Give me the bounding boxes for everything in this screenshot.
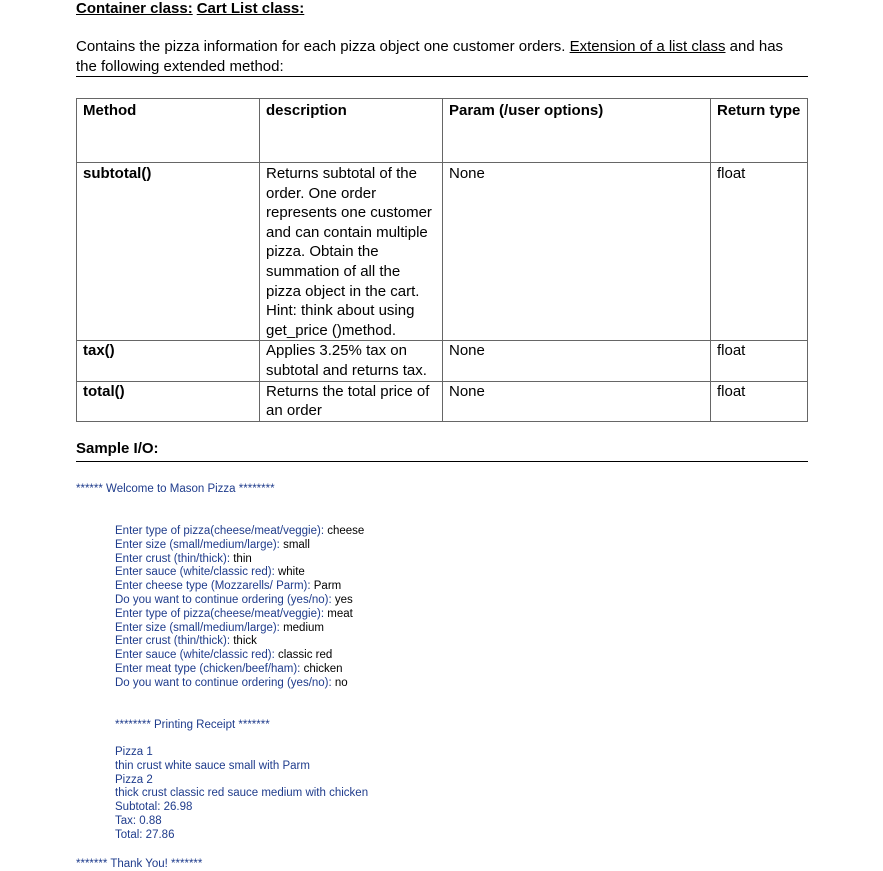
answer-text: medium bbox=[283, 621, 324, 634]
receipt-line: Subtotal: 26.98 bbox=[115, 801, 193, 814]
intro-underlined-text: Extension of a list class bbox=[569, 38, 726, 55]
answer-text: thin bbox=[233, 552, 252, 565]
list-item bbox=[115, 649, 364, 663]
prompt-text: Enter crust (thin/thick): bbox=[115, 635, 234, 648]
receipt-line: Pizza 1 bbox=[115, 746, 153, 758]
prompt-text: Enter meat type (chicken/beef/ham): bbox=[115, 662, 304, 675]
method-cell: tax() bbox=[77, 341, 260, 381]
list-item bbox=[115, 525, 364, 539]
receipt-lines bbox=[115, 746, 368, 843]
receipt-line: Tax: 0.88 bbox=[115, 814, 162, 827]
header-method: Method bbox=[77, 99, 260, 163]
prompt-text: Enter type of pizza(cheese/meat/veggie): bbox=[115, 607, 328, 620]
intro-text-before: Contains the pizza information for each pizza object one customer orders. bbox=[76, 38, 570, 55]
list-item bbox=[115, 663, 364, 677]
list-item bbox=[115, 553, 364, 567]
answer-text: meat bbox=[327, 607, 353, 620]
prompt-text: Enter size (small/medium/large): bbox=[115, 538, 284, 551]
list-item bbox=[115, 622, 364, 636]
receipt-banner: ******** Printing Receipt ******* bbox=[115, 719, 270, 731]
answer-text: cheese bbox=[327, 525, 365, 537]
return-type-cell: float bbox=[711, 163, 808, 341]
header-description: description bbox=[260, 99, 443, 163]
param-cell: None bbox=[443, 163, 711, 341]
prompt-text: Do you want to continue ordering (yes/no): bbox=[115, 676, 335, 689]
header-return-type: Return type bbox=[711, 99, 808, 163]
param-cell: None bbox=[443, 381, 711, 421]
welcome-banner: ****** Welcome to Mason Pizza ******** bbox=[76, 483, 275, 495]
table-header-row bbox=[77, 99, 808, 163]
list-item bbox=[115, 566, 364, 580]
table-row bbox=[77, 341, 808, 381]
description-cell: Returns the total price of an order bbox=[260, 381, 443, 421]
header-param: Param (/user options) bbox=[443, 99, 711, 163]
answer-text: small bbox=[283, 538, 310, 551]
divider bbox=[76, 76, 808, 77]
prompt-text: Enter crust (thin/thick): bbox=[115, 552, 234, 565]
return-type-cell: float bbox=[711, 341, 808, 381]
list-item bbox=[115, 608, 364, 622]
answer-text: yes bbox=[334, 593, 353, 606]
method-cell: subtotal() bbox=[77, 163, 260, 341]
section-heading bbox=[76, 0, 304, 17]
answer-text: no bbox=[334, 676, 348, 689]
list-item bbox=[115, 677, 364, 691]
receipt-line: thick crust classic red sauce medium with chicken bbox=[115, 787, 369, 800]
return-type-cell: float bbox=[711, 381, 808, 421]
param-cell: None bbox=[443, 341, 711, 381]
prompt-text: Enter size (small/medium/large): bbox=[115, 621, 284, 634]
thank-you-banner: ******* Thank You! ******* bbox=[76, 858, 203, 870]
answer-text: thick bbox=[233, 635, 257, 648]
list-item bbox=[115, 594, 364, 608]
answer-text: white bbox=[277, 566, 305, 579]
receipt-line: thin crust white sauce small with Parm bbox=[115, 759, 310, 772]
prompt-text: Enter sauce (white/classic red): bbox=[115, 566, 278, 579]
container-class-label: Container class: bbox=[76, 0, 193, 17]
prompt-text: Enter sauce (white/classic red): bbox=[115, 649, 278, 662]
answer-text: classic red bbox=[277, 649, 333, 662]
list-item bbox=[115, 580, 364, 594]
divider bbox=[76, 461, 808, 462]
list-item bbox=[115, 539, 364, 553]
method-cell: total() bbox=[77, 381, 260, 421]
prompt-text: Enter cheese type (Mozzarells/ Parm): bbox=[115, 580, 314, 593]
receipt-line: Pizza 2 bbox=[115, 773, 153, 786]
description-cell: Applies 3.25% tax on subtotal and returns tax. bbox=[260, 341, 443, 381]
list-item bbox=[115, 635, 364, 649]
answer-text: chicken bbox=[303, 662, 343, 675]
prompt-list bbox=[115, 525, 364, 691]
description-cell: Returns subtotal of the order. One order represents one customer and can contain multiple pizza. Obtain the summation of all the pizza object in the cart. Hint: think about using get_price ()method. bbox=[260, 163, 443, 341]
prompt-text: Do you want to continue ordering (yes/no): bbox=[115, 593, 335, 606]
cart-list-class-label: Cart List class: bbox=[196, 0, 305, 17]
table-row bbox=[77, 163, 808, 341]
answer-text: Parm bbox=[313, 580, 342, 593]
intro-paragraph bbox=[76, 37, 808, 77]
receipt-line: Total: 27.86 bbox=[115, 828, 175, 841]
methods-table bbox=[76, 98, 808, 422]
table-row bbox=[77, 381, 808, 421]
sample-io-heading: Sample I/O: bbox=[76, 440, 159, 457]
intro-text-after: and has the following extended method: bbox=[76, 38, 784, 75]
prompt-text: Enter type of pizza(cheese/meat/veggie): bbox=[115, 525, 328, 537]
